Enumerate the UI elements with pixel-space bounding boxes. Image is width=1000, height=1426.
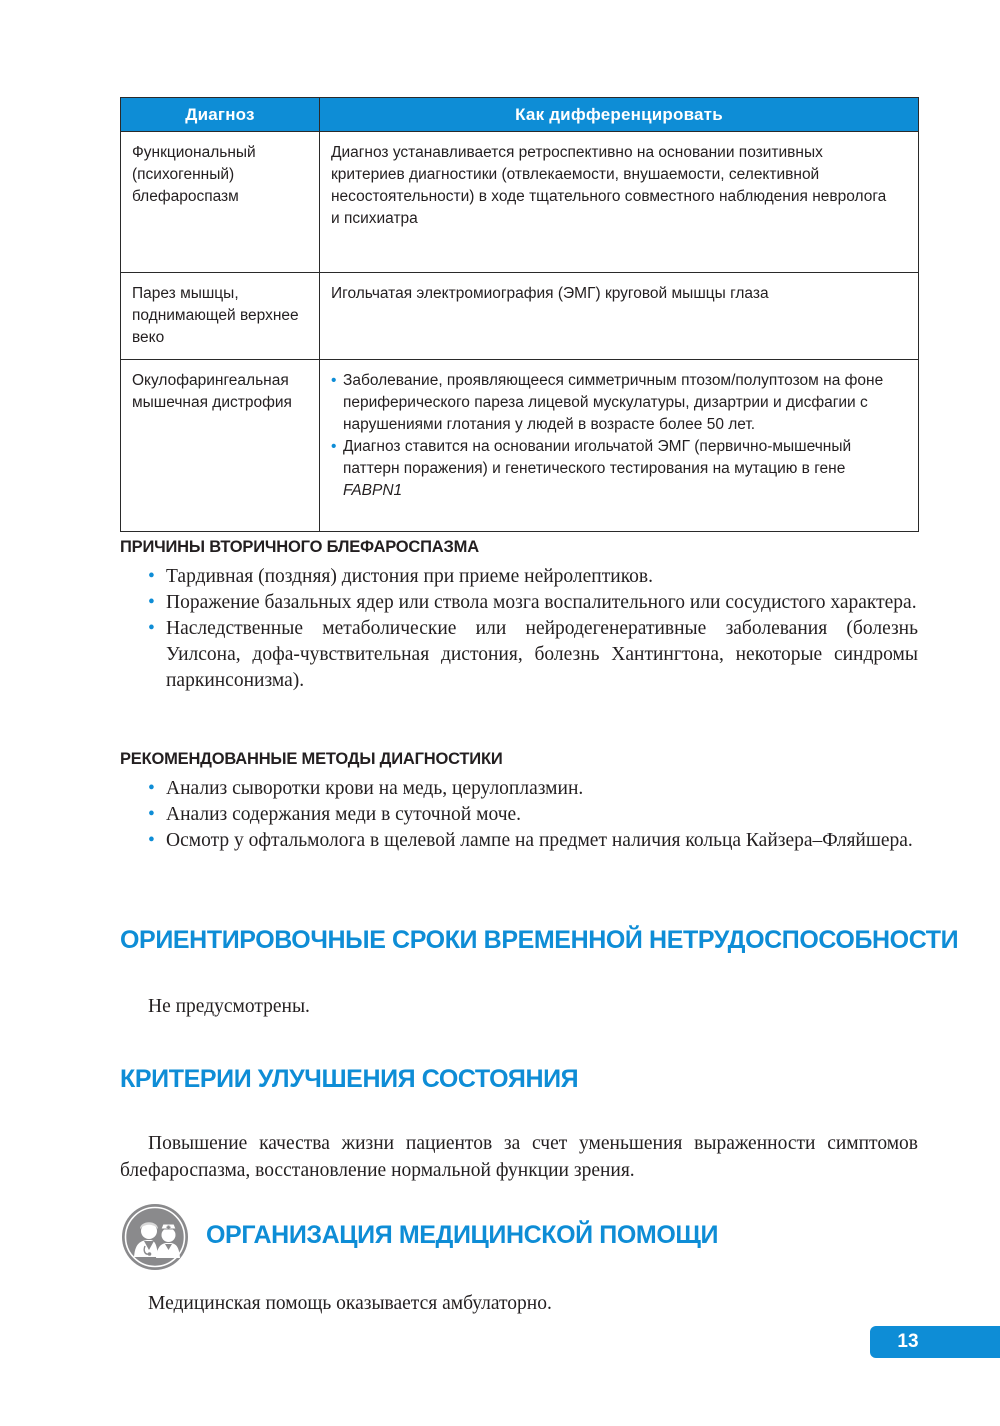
method-bullet-text: Диагноз ставится на основании игольчатой ЭМГ (первично-мышечный паттерн поражения) и генетического тестирования на мутацию в гене bbox=[343, 438, 852, 477]
list-item: • Тардивная (поздняя) дистония при приеме нейролептиков. bbox=[148, 564, 918, 590]
list-item: • Анализ сыворотки крови на медь, церулоплазмин. bbox=[148, 776, 918, 802]
disability-text: Не предусмотрены. bbox=[148, 996, 310, 1017]
table-cell-diagnosis: Парез мышцы, поднимающей верхнее веко bbox=[121, 273, 320, 360]
list-item: • Анализ содержания меди в суточной моче. bbox=[148, 802, 918, 828]
gene-name: FABPN1 bbox=[343, 482, 403, 499]
table-cell-method bbox=[320, 360, 919, 532]
table-header-row bbox=[121, 98, 919, 132]
organization-section-title: ОРГАНИЗАЦИЯ МЕДИЦИНСКОЙ ПОМОЩИ bbox=[206, 1221, 719, 1249]
table-header-diagnosis: Диагноз bbox=[121, 98, 320, 132]
table-cell-diagnosis: Окулофарингеальная мышечная дистрофия bbox=[121, 360, 320, 532]
secondary-causes-list bbox=[148, 564, 918, 694]
page-number-tab bbox=[870, 1326, 1000, 1358]
table-cell-diagnosis: Функциональный (психогенный) блефароспазм bbox=[121, 132, 320, 273]
diagnostics-heading: РЕКОМЕНДОВАННЫЕ МЕТОДЫ ДИАГНОСТИКИ bbox=[120, 750, 503, 768]
medical-staff-icon bbox=[121, 1203, 189, 1271]
improvement-section-title: КРИТЕРИИ УЛУЧШЕНИЯ СОСТОЯНИЯ bbox=[120, 1065, 579, 1093]
differential-diagnosis-table bbox=[120, 97, 919, 532]
diagnostics-list bbox=[148, 776, 918, 854]
list-item: • Наследственные метаболические или нейродегенеративные заболевания (болезнь Уилсона, дофа-чувствительная дистония, болезнь Хантингтона, некоторые синдромы паркинсонизма). bbox=[148, 616, 918, 694]
secondary-causes-heading: ПРИЧИНЫ ВТОРИЧНОГО БЛЕФАРОСПАЗМА bbox=[120, 538, 479, 556]
table-row bbox=[121, 273, 919, 360]
table-cell-method: Диагноз устанавливается ретроспективно на основании позитивных критериев диагностики (отвлекаемости, внушаемости, селективной несостоятельности) в ходе тщательного совместного наблюдения невролога и психиатра bbox=[320, 132, 919, 273]
table-row bbox=[121, 132, 919, 273]
list-item: • Осмотр у офтальмолога в щелевой лампе на предмет наличия кольца Кайзера–Фляйшера. bbox=[148, 828, 918, 854]
disability-section-title: ОРИЕНТИРОВОЧНЫЕ СРОКИ ВРЕМЕННОЙ НЕТРУДОСПОСОБНОСТИ bbox=[120, 926, 959, 954]
method-bullet bbox=[331, 436, 900, 502]
page-number: 13 bbox=[897, 1331, 919, 1352]
method-bullet: • Заболевание, проявляющееся симметричным птозом/полуптозом на фоне периферического пареза лицевой мускулатуры, дизартрии и дисфагии с нарушениями глотания у людей в возрасте более 50 лет. bbox=[331, 370, 900, 436]
table-header-method: Как дифференцировать bbox=[320, 98, 919, 132]
table-row bbox=[121, 360, 919, 532]
organization-text: Медицинская помощь оказывается амбулаторно. bbox=[148, 1293, 552, 1314]
method-bullet-list bbox=[331, 370, 900, 502]
list-item: • Поражение базальных ядер или ствола мозга воспалительного или сосудистого характера. bbox=[148, 590, 918, 616]
improvement-text: Повышение качества жизни пациентов за счет уменьшения выраженности симптомов блефароспазма, восстановление нормальной функции зрения. bbox=[120, 1133, 918, 1181]
table-cell-method: Игольчатая электромиография (ЭМГ) круговой мышцы глаза bbox=[320, 273, 919, 360]
